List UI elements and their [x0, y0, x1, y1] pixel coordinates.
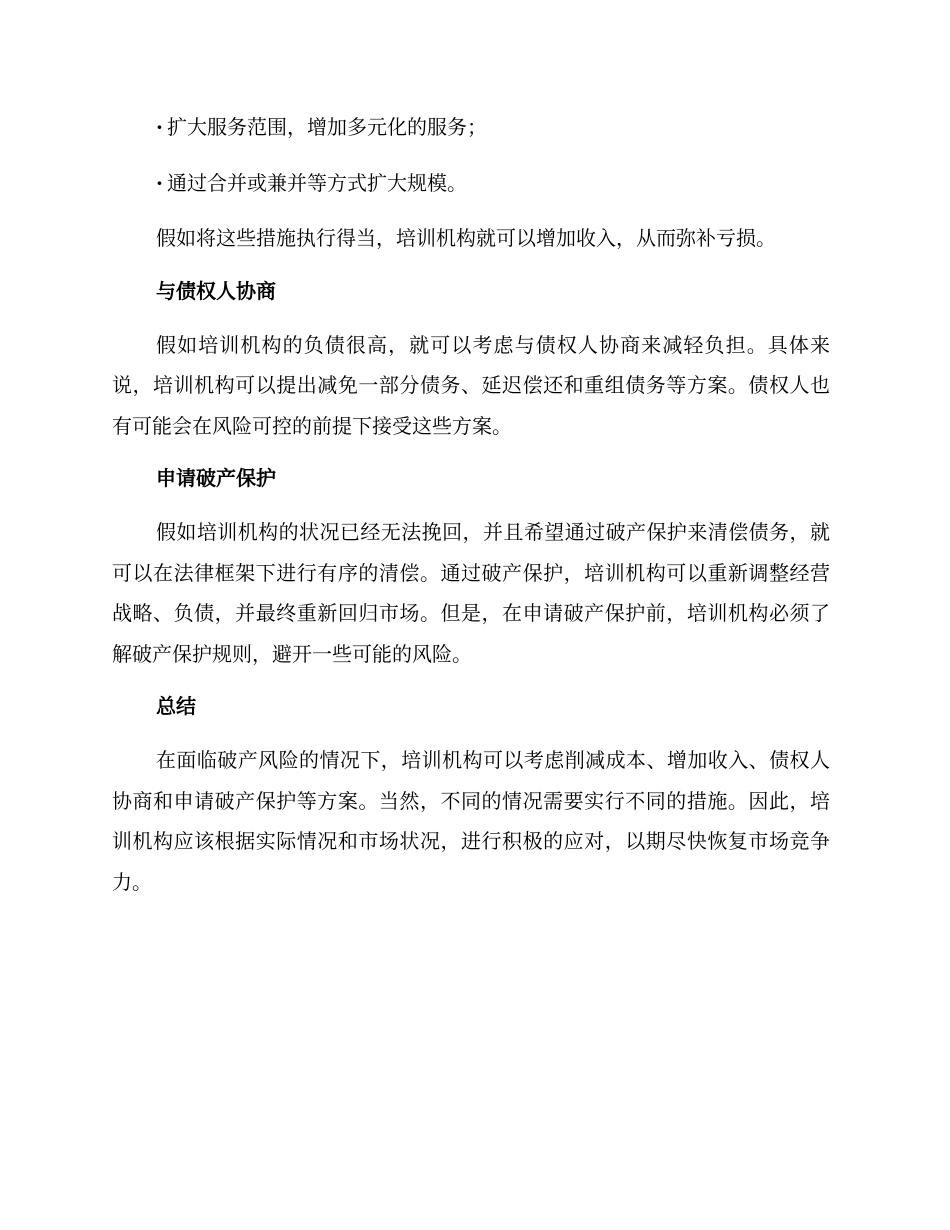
section-paragraph-bankruptcy-protection: 假如培训机构的状况已经无法挽回，并且希望通过破产保护来清偿债务，就可以在法律框架下进行有序的清偿。通过破产保护，培训机构可以重新调整经营战略、负债，并最终重新回归市场。但是，在申请破产保护前，培训机构必须了解破产保护规则，避开一些可能的风险。 — [112, 520, 830, 666]
intro-paragraph: 假如将这些措施执行得当，培训机构就可以增加收入，从而弥补亏损。 — [156, 226, 776, 250]
section-paragraph-summary: 在面临破产风险的情况下，培训机构可以考虑削减成本、增加收入、债权人协商和申请破产保护等方案。当然，不同的情况需要实行不同的措施。因此，培训机构应该根据实际情况和市场状况，进行积极的应对，以期尽快恢复市场竞争力。 — [112, 748, 830, 894]
section-heading-summary: 总结 — [156, 694, 196, 718]
document-body — [112, 106, 830, 914]
bullet-text: 通过合并或兼并等方式扩大规模。 — [166, 171, 467, 195]
bullet-item — [156, 106, 830, 148]
bullet-item — [156, 162, 830, 204]
section-heading-creditor-negotiation: 与债权人协商 — [156, 278, 276, 303]
bullet-marker: · — [156, 171, 163, 195]
section-heading-bankruptcy-protection: 申请破产保护 — [156, 466, 276, 490]
bullet-marker: · — [156, 115, 163, 139]
section-paragraph-creditor-negotiation: 假如培训机构的负债很高，就可以考虑与债权人协商来减轻负担。具体来说，培训机构可以提出减免一部分债务、延迟偿还和重组债务等方案。债权人也有可能会在风险可控的前提下接受这些方案。 — [112, 332, 830, 438]
bullet-text: 扩大服务范围，增加多元化的服务； — [166, 115, 487, 139]
